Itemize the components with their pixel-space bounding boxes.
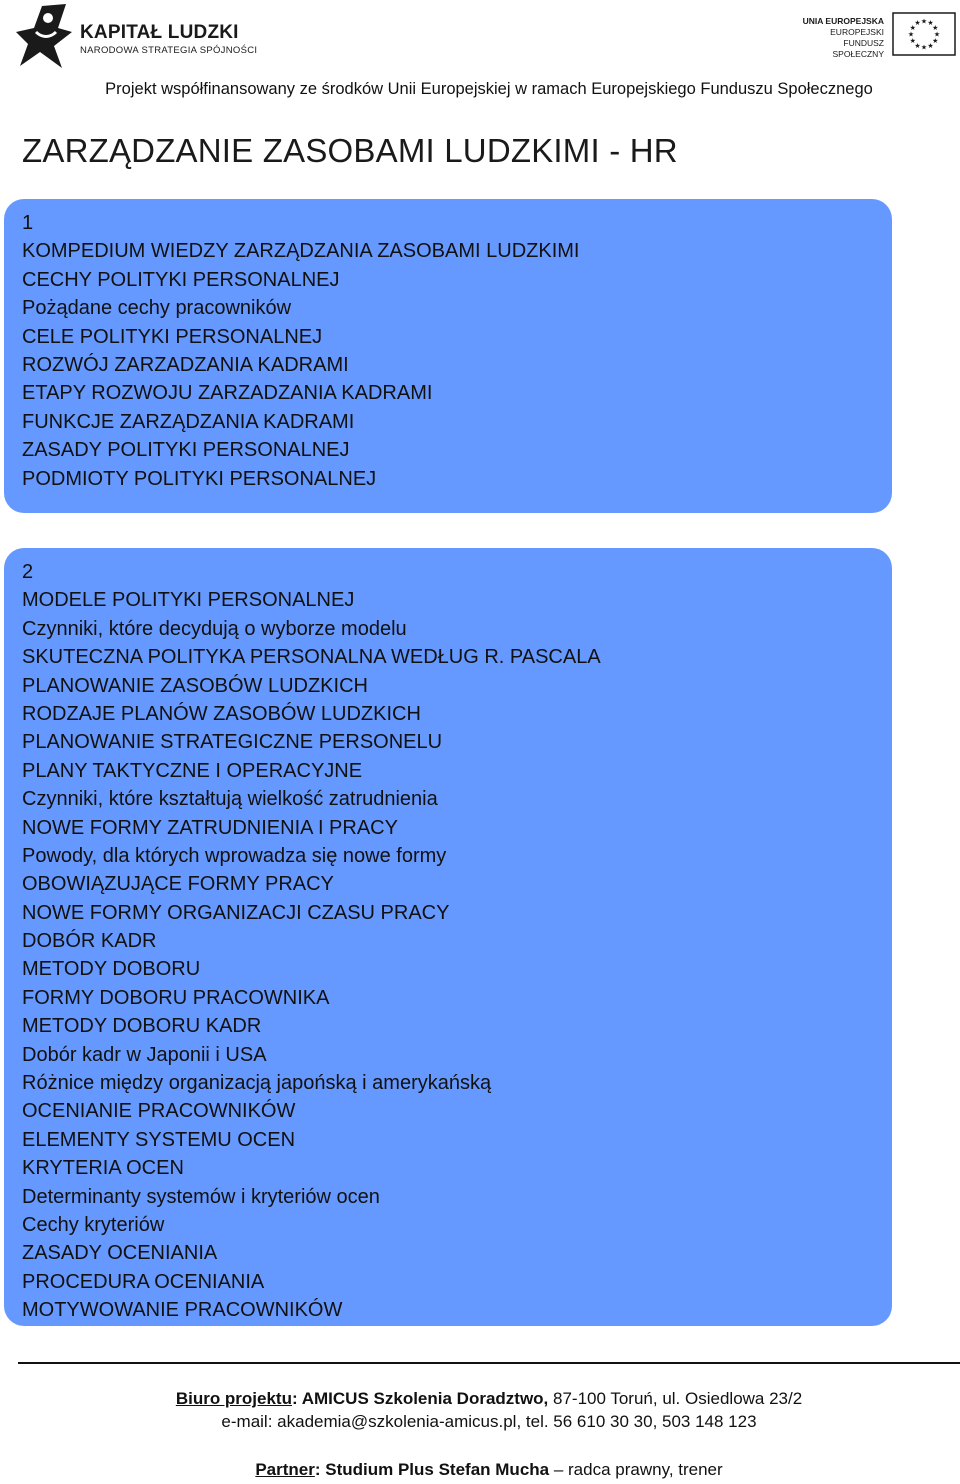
list-item: CELE POLITYKI PERSONALNEJ bbox=[22, 325, 323, 348]
eu-logo-line3: FUNDUSZ SPOŁECZNY bbox=[832, 38, 884, 59]
eu-star-icon: ★ bbox=[920, 18, 928, 26]
eu-star-icon: ★ bbox=[933, 31, 941, 39]
eu-flag-icon bbox=[892, 12, 956, 56]
list-item: PROCEDURA OCENIANIA bbox=[22, 1270, 265, 1293]
list-item: NOWE FORMY ZATRUDNIENIA I PRACY bbox=[22, 816, 398, 839]
section-2-list bbox=[22, 586, 892, 1324]
office-address: 87-100 Toruń, ul. Osiedlowa 23/2 bbox=[548, 1389, 803, 1408]
eu-star-icon: ★ bbox=[920, 44, 928, 52]
kapital-ludzki-figure-icon bbox=[14, 2, 74, 70]
partner-colon: : bbox=[314, 1460, 321, 1479]
list-item: RODZAJE PLANÓW ZASOBÓW LUDZKICH bbox=[22, 702, 421, 725]
section-1-list bbox=[22, 237, 892, 493]
section-1-panel bbox=[4, 199, 892, 513]
cofinancing-note: Projekt współfinansowany ze środków Unii Europejskiej w ramach Europejskiego Funduszu Społecznego bbox=[105, 80, 873, 98]
section-2-panel bbox=[4, 548, 892, 1326]
list-item: ETAPY ROZWOJU ZARZADZANIA KADRAMI bbox=[22, 382, 433, 405]
eu-logo-line2: EUROPEJSKI bbox=[830, 27, 884, 37]
kapital-ludzki-title: KAPITAŁ LUDZKI bbox=[80, 22, 239, 43]
office-colon: : bbox=[291, 1389, 298, 1408]
footer-contact: e-mail: akademia@szkolenia-amicus.pl, tel. 56 610 30 30, 503 148 123 bbox=[221, 1412, 757, 1431]
list-item: KOMPEDIUM WIEDZY ZARZĄDZANIA ZASOBAMI LUDZKIMI bbox=[22, 240, 580, 263]
footer-partner bbox=[0, 1460, 960, 1480]
list-item: OCENIANIE PRACOWNIKÓW bbox=[22, 1100, 296, 1123]
list-item: ZASADY OCENIANIA bbox=[22, 1242, 218, 1265]
list-item: PLANOWANIE ZASOBÓW LUDZKICH bbox=[22, 674, 368, 697]
section-number: 1 bbox=[22, 212, 34, 234]
partner-label: Partner bbox=[255, 1460, 315, 1479]
list-item: Cechy kryteriów bbox=[22, 1213, 165, 1236]
eu-star-icon: ★ bbox=[914, 20, 921, 28]
page-title: ZARZĄDZANIE ZASOBAMI LUDZKIMI - HR bbox=[22, 132, 678, 169]
partner-name: Studium Plus Stefan Mucha bbox=[320, 1460, 550, 1479]
list-item: OBOWIĄZUJĄCE FORMY PRACY bbox=[22, 873, 334, 896]
eu-star-icon: ★ bbox=[927, 42, 934, 50]
list-item: CECHY POLITYKI PERSONALNEJ bbox=[22, 268, 340, 291]
list-item: Powody, dla których wprowadza się nowe formy bbox=[22, 844, 447, 867]
list-item: NOWE FORMY ORGANIZACJI CZASU PRACY bbox=[22, 901, 450, 924]
list-item: MOTYWOWANIE PRACOWNIKÓW bbox=[22, 1299, 343, 1322]
kapital-ludzki-subtitle: NARODOWA STRATEGIA SPÓJNOŚCI bbox=[80, 45, 258, 56]
list-item: Różnice między organizacją japońską i amerykańską bbox=[22, 1072, 492, 1095]
eu-logo-line1: UNIA EUROPEJSKA bbox=[802, 16, 884, 26]
list-item: Czynniki, które kształtują wielkość zatrudnienia bbox=[22, 788, 438, 811]
office-name: AMICUS Szkolenia Doradztwo, bbox=[297, 1389, 549, 1408]
eu-logo-text bbox=[796, 16, 884, 60]
footer-office bbox=[0, 1389, 960, 1409]
list-item: DOBÓR KADR bbox=[22, 930, 157, 953]
eu-star-icon: ★ bbox=[927, 20, 934, 28]
eu-star-icon: ★ bbox=[907, 31, 915, 39]
eu-star-icon: ★ bbox=[914, 42, 921, 50]
list-item: KRYTERIA OCEN bbox=[22, 1157, 184, 1180]
list-item: MODELE POLITYKI PERSONALNEJ bbox=[22, 589, 355, 612]
list-item: SKUTECZNA POLITYKA PERSONALNA WEDŁUG R. PASCALA bbox=[22, 646, 601, 669]
list-item: PLANY TAKTYCZNE I OPERACYJNE bbox=[22, 759, 363, 782]
eu-star-icon: ★ bbox=[932, 25, 939, 32]
list-item: FORMY DOBORU PRACOWNIKA bbox=[22, 986, 330, 1009]
list-item: Determinanty systemów i kryteriów ocen bbox=[22, 1185, 380, 1208]
list-item: Dobór kadr w Japonii i USA bbox=[22, 1043, 267, 1066]
office-label: Biuro projektu bbox=[175, 1389, 292, 1408]
list-item: PODMIOTY POLITYKI PERSONALNEJ bbox=[22, 467, 377, 490]
list-item: METODY DOBORU bbox=[22, 958, 201, 981]
list-item: Czynniki, które decydują o wyborze modelu bbox=[22, 617, 407, 640]
eu-star-icon: ★ bbox=[909, 38, 916, 45]
kapital-ludzki-logo bbox=[14, 2, 258, 70]
list-item: ZASADY POLITYKI PERSONALNEJ bbox=[22, 439, 350, 462]
partner-role: – radca prawny, trener bbox=[549, 1460, 723, 1479]
list-item: FUNKCJE ZARZĄDZANIA KADRAMI bbox=[22, 410, 355, 433]
section-number: 2 bbox=[22, 561, 34, 583]
eu-star-icon: ★ bbox=[932, 38, 939, 45]
eu-star-icon: ★ bbox=[909, 25, 916, 32]
list-item: ELEMENTY SYSTEMU OCEN bbox=[22, 1128, 296, 1151]
list-item: Pożądane cechy pracowników bbox=[22, 297, 292, 320]
footer-divider bbox=[18, 1362, 960, 1364]
list-item: METODY DOBORU KADR bbox=[22, 1015, 262, 1038]
list-item: ROZWÓJ ZARZADZANIA KADRAMI bbox=[22, 353, 349, 376]
list-item: PLANOWANIE STRATEGICZNE PERSONELU bbox=[22, 731, 443, 754]
eu-logo bbox=[796, 12, 956, 62]
